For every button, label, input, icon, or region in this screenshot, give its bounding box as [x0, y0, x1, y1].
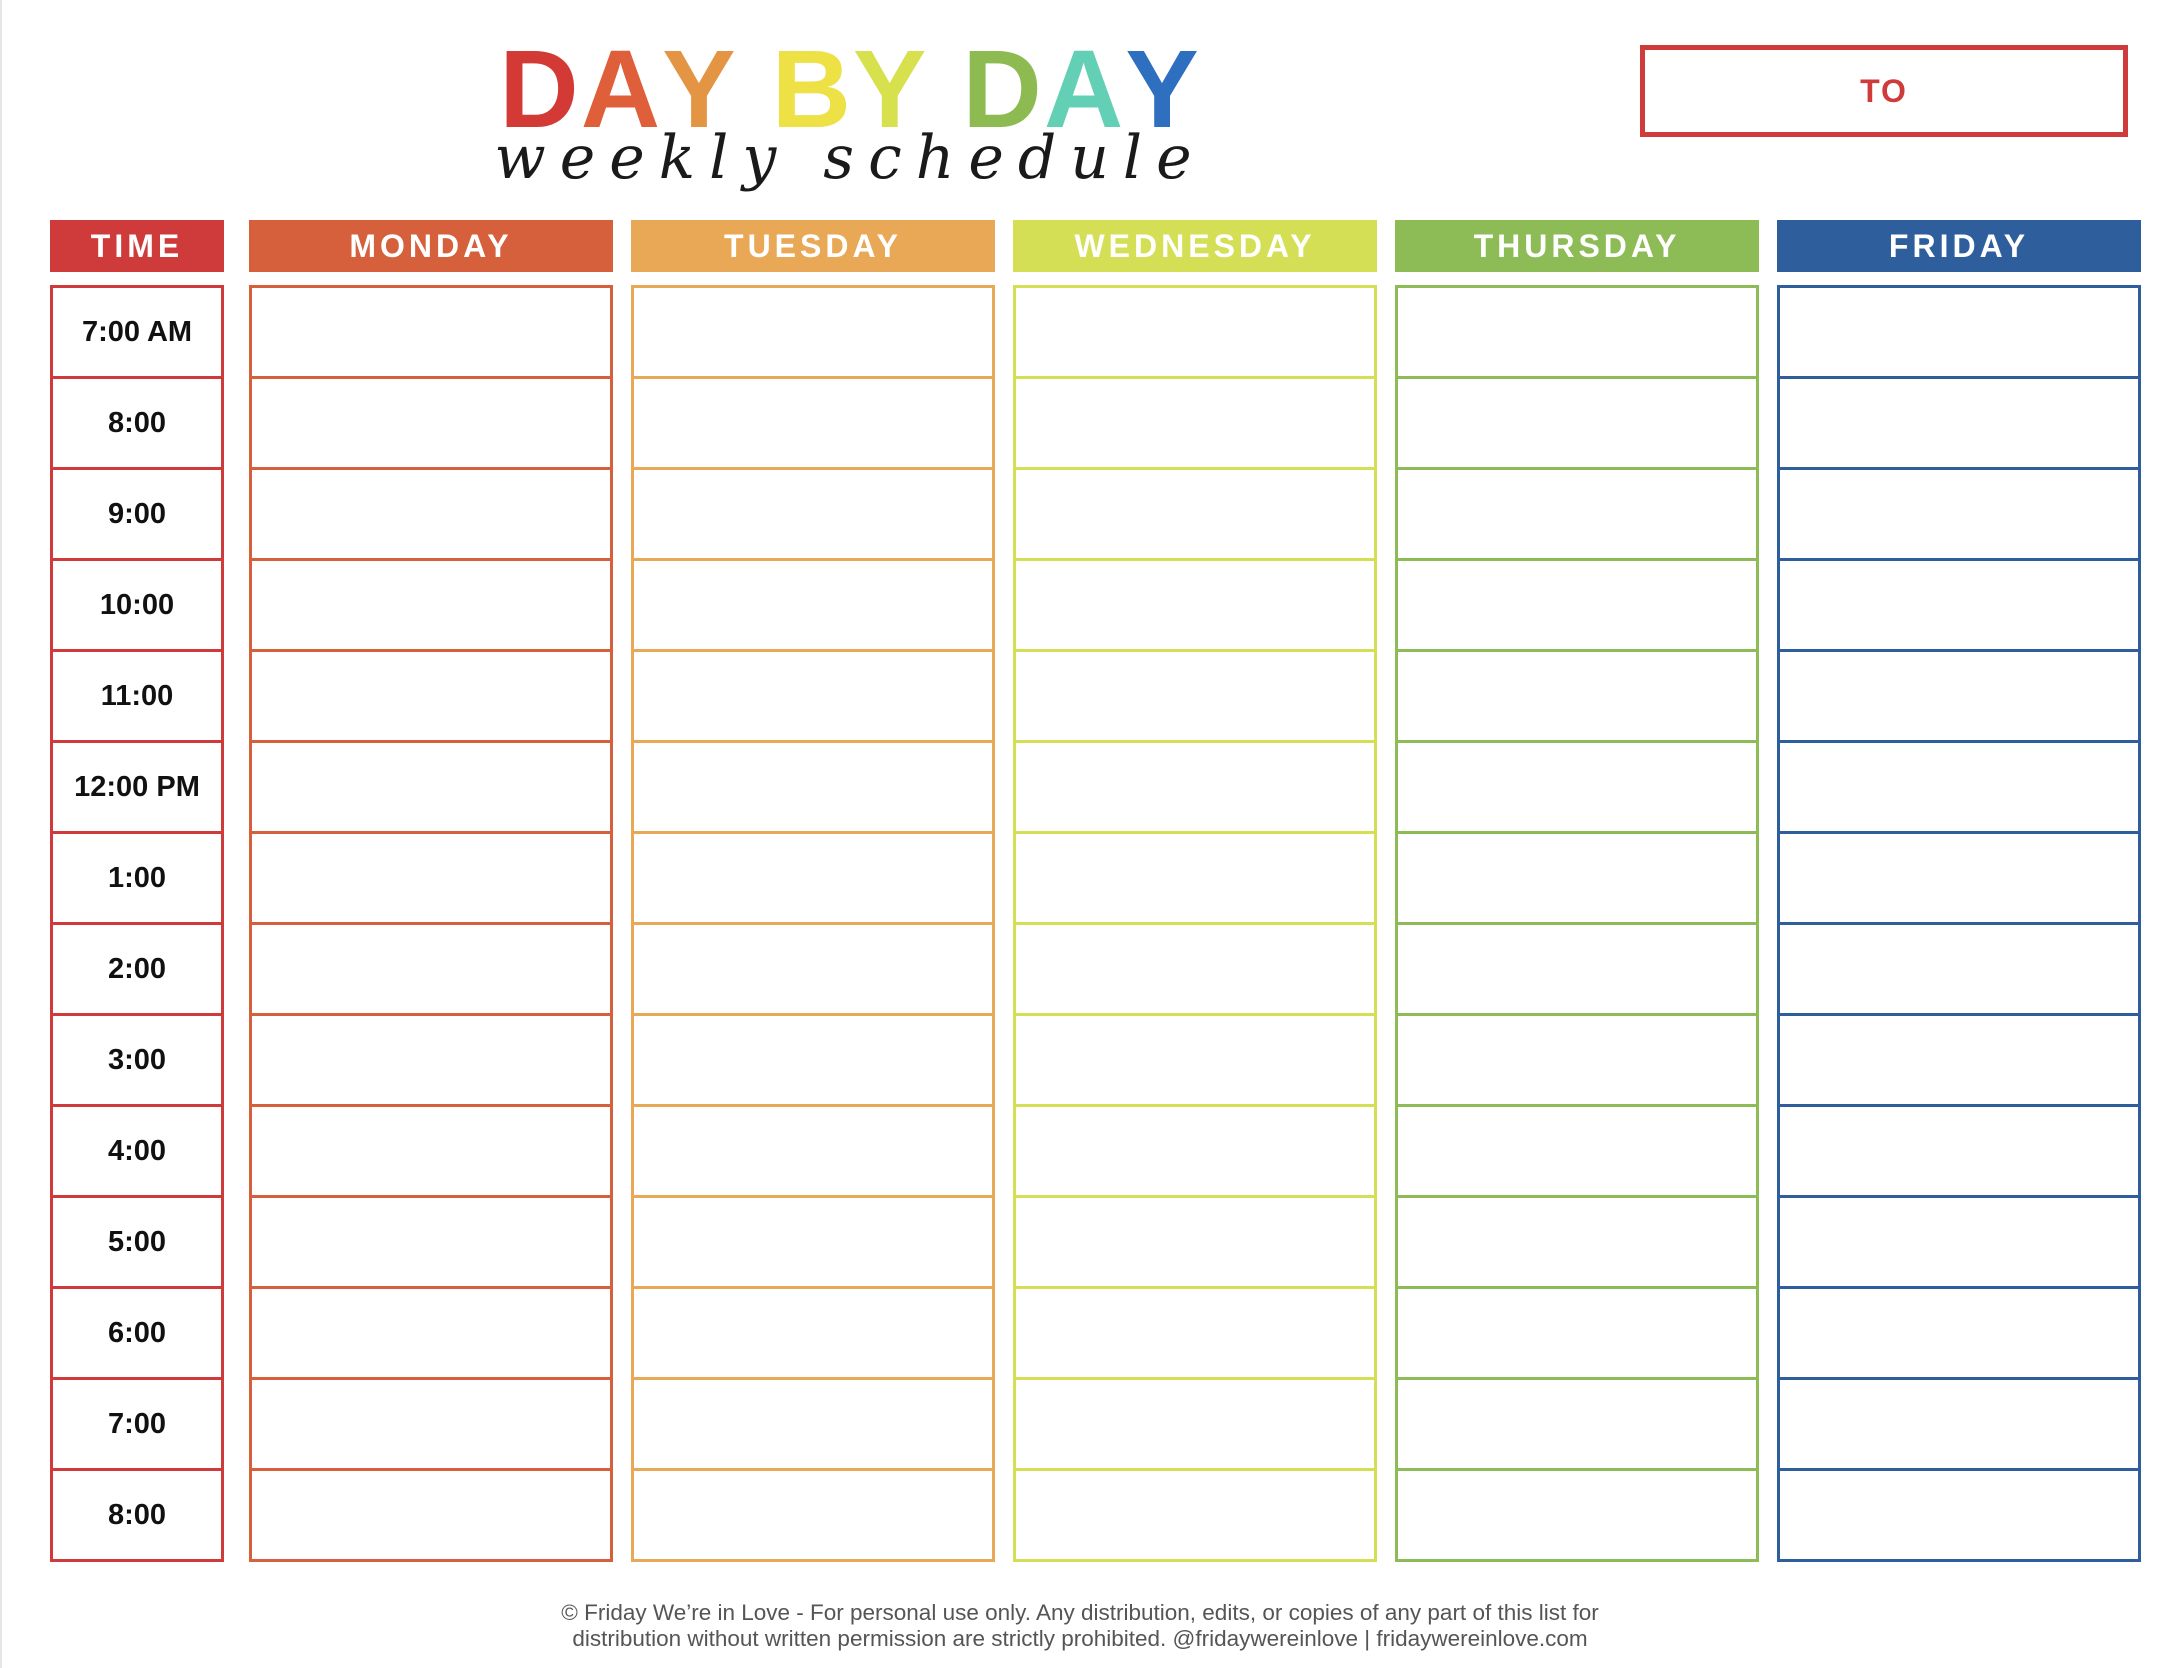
- schedule-cell[interactable]: [1013, 652, 1377, 743]
- day-column-monday: [249, 285, 613, 1562]
- time-slot-label: 6:00: [50, 1289, 224, 1380]
- schedule-cell[interactable]: [249, 1289, 613, 1380]
- schedule-cell[interactable]: [1777, 379, 2141, 470]
- schedule-cell[interactable]: [1013, 561, 1377, 652]
- day-column-wednesday: [1013, 285, 1377, 1562]
- page-subtitle: weekly schedule: [494, 123, 1206, 193]
- title-letter: A: [580, 28, 663, 151]
- column-header-thursday: THURSDAY: [1395, 220, 1759, 272]
- schedule-cell[interactable]: [1777, 925, 2141, 1016]
- schedule-cell[interactable]: [1777, 1380, 2141, 1471]
- column-header-friday: FRIDAY: [1777, 220, 2141, 272]
- schedule-cell[interactable]: [249, 285, 613, 379]
- schedule-cell[interactable]: [1777, 1471, 2141, 1562]
- schedule-cell[interactable]: [1395, 743, 1759, 834]
- time-slot-label: 5:00: [50, 1198, 224, 1289]
- schedule-cell[interactable]: [249, 1471, 613, 1562]
- schedule-cell[interactable]: [1013, 925, 1377, 1016]
- schedule-cell[interactable]: [1013, 834, 1377, 925]
- schedule-cell[interactable]: [1013, 379, 1377, 470]
- schedule-cell[interactable]: [1395, 1198, 1759, 1289]
- title-letter: D: [499, 28, 581, 151]
- title-letter: Y: [1125, 28, 1201, 151]
- schedule-cell[interactable]: [1013, 1380, 1377, 1471]
- footer-line-2: distribution without written permission are strictly prohibited. @fridaywereinlove | fridaywereinlove.com: [572, 1626, 1588, 1651]
- schedule-cell[interactable]: [1013, 1016, 1377, 1107]
- schedule-cell[interactable]: [1395, 379, 1759, 470]
- schedule-cell[interactable]: [249, 1380, 613, 1471]
- schedule-cell[interactable]: [249, 743, 613, 834]
- title-letter: Y: [853, 28, 929, 151]
- time-slot-label: 1:00: [50, 834, 224, 925]
- schedule-cell[interactable]: [1395, 1107, 1759, 1198]
- schedule-cell[interactable]: [1395, 285, 1759, 379]
- time-slot-label: 3:00: [50, 1016, 224, 1107]
- schedule-cell[interactable]: [1777, 1107, 2141, 1198]
- schedule-cell[interactable]: [631, 1107, 995, 1198]
- schedule-cell[interactable]: [249, 1107, 613, 1198]
- schedule-cell[interactable]: [1777, 1198, 2141, 1289]
- schedule-cell[interactable]: [249, 925, 613, 1016]
- schedule-cell[interactable]: [1395, 1471, 1759, 1562]
- schedule-cell[interactable]: [631, 834, 995, 925]
- schedule-cell[interactable]: [1395, 561, 1759, 652]
- page-edge: [0, 0, 2, 1668]
- time-slot-label: 10:00: [50, 561, 224, 652]
- to-field[interactable]: [1640, 45, 2128, 137]
- schedule-cell[interactable]: [1777, 834, 2141, 925]
- to-label: TO: [1860, 72, 1908, 109]
- time-slot-label: 11:00: [50, 652, 224, 743]
- column-header-tuesday: TUESDAY: [631, 220, 995, 272]
- day-column-tuesday: [631, 285, 995, 1562]
- schedule-cell[interactable]: [1777, 652, 2141, 743]
- column-header-monday: MONDAY: [249, 220, 613, 272]
- title-letter: A: [1043, 28, 1126, 151]
- time-slot-label: 7:00 AM: [50, 285, 224, 379]
- schedule-cell[interactable]: [1777, 743, 2141, 834]
- schedule-cell[interactable]: [1777, 1289, 2141, 1380]
- time-slot-label: 8:00: [50, 379, 224, 470]
- schedule-cell[interactable]: [1013, 1289, 1377, 1380]
- schedule-cell[interactable]: [631, 1289, 995, 1380]
- time-slot-label: 8:00: [50, 1471, 224, 1562]
- schedule-cell[interactable]: [631, 1471, 995, 1562]
- schedule-cell[interactable]: [1777, 285, 2141, 379]
- schedule-cell[interactable]: [631, 470, 995, 561]
- day-column-friday: [1777, 285, 2141, 1562]
- schedule-cell[interactable]: [249, 470, 613, 561]
- schedule-cell[interactable]: [249, 561, 613, 652]
- schedule-cell[interactable]: [1013, 1471, 1377, 1562]
- schedule-cell[interactable]: [631, 1198, 995, 1289]
- schedule-cell[interactable]: [1395, 470, 1759, 561]
- schedule-cell[interactable]: [631, 652, 995, 743]
- schedule-cell[interactable]: [1777, 561, 2141, 652]
- schedule-cell[interactable]: [631, 379, 995, 470]
- column-header-wednesday: WEDNESDAY: [1013, 220, 1377, 272]
- schedule-cell[interactable]: [631, 925, 995, 1016]
- day-column-thursday: [1395, 285, 1759, 1562]
- schedule-cell[interactable]: [1395, 925, 1759, 1016]
- time-slot-label: 7:00: [50, 1380, 224, 1471]
- title-letter: B: [771, 28, 854, 151]
- schedule-cell[interactable]: [631, 743, 995, 834]
- time-column: [50, 285, 224, 1562]
- schedule-cell[interactable]: [249, 379, 613, 470]
- title-letter: D: [962, 28, 1044, 151]
- schedule-cell[interactable]: [631, 285, 995, 379]
- schedule-cell[interactable]: [1395, 652, 1759, 743]
- schedule-cell[interactable]: [1013, 285, 1377, 379]
- title-letter: Y: [662, 28, 738, 151]
- schedule-cell[interactable]: [249, 652, 613, 743]
- schedule-cell[interactable]: [1013, 1107, 1377, 1198]
- time-slot-label: 9:00: [50, 470, 224, 561]
- schedule-cell[interactable]: [631, 561, 995, 652]
- schedule-cell[interactable]: [1013, 1198, 1377, 1289]
- column-header-time: TIME: [50, 220, 224, 272]
- schedule-cell[interactable]: [1395, 1380, 1759, 1471]
- schedule-cell[interactable]: [1395, 1289, 1759, 1380]
- schedule-cell[interactable]: [249, 834, 613, 925]
- schedule-cell[interactable]: [1777, 1016, 2141, 1107]
- schedule-cell[interactable]: [631, 1016, 995, 1107]
- schedule-cell[interactable]: [1013, 743, 1377, 834]
- schedule-cell[interactable]: [249, 1198, 613, 1289]
- time-slot-label: 4:00: [50, 1107, 224, 1198]
- time-slot-label: 12:00 PM: [50, 743, 224, 834]
- schedule-cell[interactable]: [249, 1016, 613, 1107]
- schedule-cell[interactable]: [631, 1380, 995, 1471]
- schedule-cell[interactable]: [1395, 1016, 1759, 1107]
- schedule-cell[interactable]: [1013, 470, 1377, 561]
- footer-notice: [0, 1600, 2160, 1652]
- schedule-cell[interactable]: [1395, 834, 1759, 925]
- footer-line-1: © Friday We’re in Love - For personal use only. Any distribution, edits, or copies of any part of this list for: [561, 1600, 1599, 1625]
- time-slot-label: 2:00: [50, 925, 224, 1016]
- schedule-cell[interactable]: [1777, 470, 2141, 561]
